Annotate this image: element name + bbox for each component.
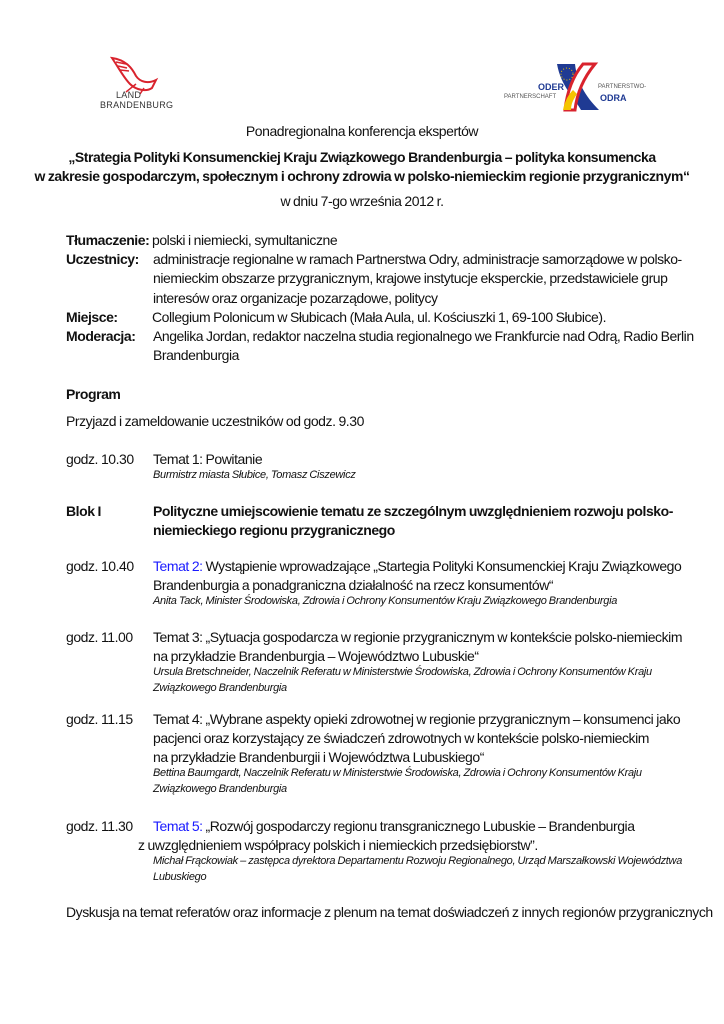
item-title-line: z uwzględnieniem współpracy polskich i niemieckich przedsiębiorstw”.	[138, 837, 538, 853]
conference-subtitle: Ponadregionalna konferencja ekspertów	[245, 123, 479, 139]
item-title-line: Brandenburgia a ponadgraniczna działalność na rzecz konsumentów“	[153, 577, 554, 593]
logo-text-brandenburg: BRANDENBURG	[100, 100, 174, 110]
logo-text-land: LAND	[116, 90, 142, 100]
item-time: godz. 11.00	[66, 629, 133, 645]
item-time: godz. 10.40	[66, 558, 134, 574]
place-label: Miejsce:	[66, 309, 118, 325]
participants-line: niemieckim obszarze przygranicznym, krajowe instytucje eksperckie, przedstawiciele grup	[153, 270, 668, 286]
moderation-line: Brandenburgia	[153, 347, 239, 363]
conference-date: w dniu 7-go września 2012 r.	[280, 193, 444, 209]
discussion-text: Dyskusja na temat referatów oraz informacje z plenum na temat doświadczeń z innych regionów przygranicznych	[66, 904, 713, 920]
participants-line: interesów oraz organizacje pozarządowe, politycy	[153, 290, 438, 306]
moderation-line: Angelika Jordan, redaktor naczelna studia regionalnego we Frankfurcie nad Odrą, Radio Berlin	[153, 328, 694, 344]
item-title-line: pacjenci oraz korzystający ze świadczeń zdrowotnych w kontekście polsko-niemieckim	[153, 730, 649, 746]
translation-label: Tłumaczenie:	[66, 232, 150, 248]
item-speaker: Michał Frąckowiak – zastępca dyrektora Departamentu Rozwoju Regionalnego, Urząd Marszałkowski Województwa	[153, 855, 683, 867]
title-line: „Strategia Polityki Konsumenckiej Kraju Związkowego Brandenburgia – polityka konsumencka	[68, 149, 656, 165]
item-speaker: Anita Tack, Minister Środowiska, Zdrowia i Ochrony Konsumentów Kraju Związkowego Brandenburgia	[153, 595, 618, 607]
item-title-line: na przykładzie Brandenburgia – Województwo Lubuskie“	[153, 648, 479, 664]
item-title-line: na przykładzie Brandenburgii i Województwa Lubuskiego“	[153, 749, 484, 765]
item-speaker: Ursula Bretschneider, Naczelnik Referatu w Ministerstwie Środowiska, Zdrowia i Ochrony Konsumentów Kraju	[153, 666, 652, 678]
item-time: godz. 11.15	[66, 711, 133, 727]
land-brandenburg-logo	[96, 54, 186, 114]
participants-line: administracje regionalne w ramach Partnerstwa Odry, administracje samorządowe w polsko-	[153, 251, 682, 267]
logo-text-partnerstwo: PARTNERSTWO-	[598, 84, 647, 90]
logo-text-odra: ODRA	[600, 93, 627, 103]
item-title-text: Wystąpienie wprowadzające „Startegia Polityki Konsumenckiej Kraju Związkowego	[202, 558, 682, 574]
topic-link[interactable]: Temat 5:	[153, 818, 203, 834]
item-title-text: „Rozwój gospodarczy regionu transgranicznego Lubuskie – Brandenburgia	[202, 818, 635, 834]
item-speaker: Lubuskiego	[153, 871, 207, 883]
place-value: Collegium Polonicum w Słubicach (Mała Aula, ul. Kościuszki 1, 69-100 Słubice).	[152, 309, 607, 325]
translation-value: polski i niemiecki, symultaniczne	[152, 232, 338, 248]
arrival-text: Przyjazd i zameldowanie uczestników od godz. 9.30	[66, 413, 364, 429]
title-line: w zakresie gospodarczym, społecznym i ochrony zdrowia w polsko-niemieckim regionie przygranicznym“	[34, 168, 690, 184]
item-time: godz. 10.30	[66, 451, 134, 467]
block-title-line: Polityczne umiejscowienie tematu ze szczególnym uwzględnieniem rozwoju polsko-	[153, 503, 673, 519]
item-title-line: Temat 4: „Wybrane aspekty opieki zdrowotnej w regionie przygranicznym – konsumenci jako	[153, 711, 681, 727]
topic-link[interactable]: Temat 2:	[153, 558, 203, 574]
item-title-line	[153, 817, 635, 835]
item-speaker: Związkowego Brandenburgia	[153, 682, 287, 694]
item-title-line: Temat 3: „Sytuacja gospodarcza w regionie przygranicznym w kontekście polsko-niemieckim	[153, 629, 683, 645]
item-speaker: Burmistrz miasta Słubice, Tomasz Ciszewicz	[153, 469, 356, 481]
oder-partnerschaft-logo	[500, 62, 670, 112]
program-heading: Program	[66, 386, 121, 402]
item-title-line	[153, 557, 681, 575]
participants-label: Uczestnicy:	[66, 251, 139, 267]
block-title-line: niemieckiego regionu przygranicznego	[153, 522, 395, 538]
block-label: Blok I	[66, 503, 101, 519]
item-speaker: Związkowego Brandenburgia	[153, 783, 287, 795]
moderation-label: Moderacja:	[66, 328, 136, 344]
logo-text-partnerschaft: PARTNERSCHAFT	[504, 94, 557, 100]
item-time: godz. 11.30	[66, 818, 133, 834]
item-speaker: Bettina Baumgardt, Naczelnik Referatu w Ministerstwie Środowiska, Zdrowia i Ochrony Konsumentów Kraju	[153, 767, 642, 779]
item-title: Temat 1: Powitanie	[153, 451, 263, 467]
logo-text-oder: ODER	[538, 82, 565, 92]
